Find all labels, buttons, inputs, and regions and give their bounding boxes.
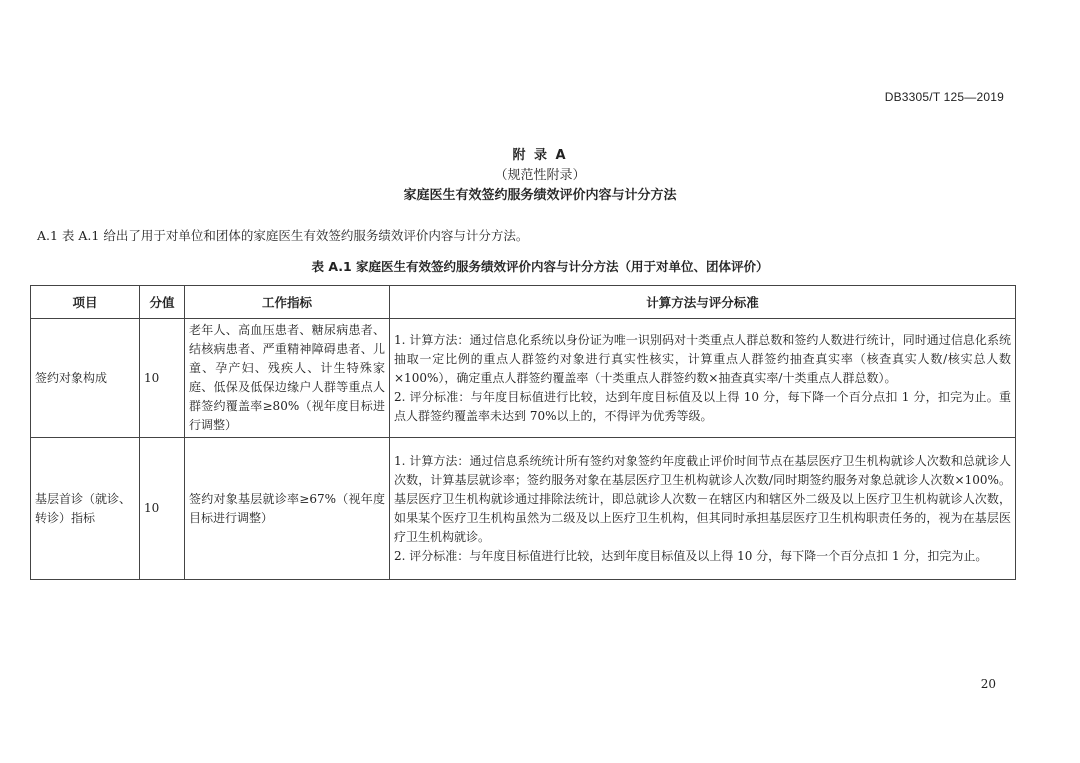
standard-code: DB3305/T 125—2019 [884,90,1004,104]
row-score: 10 [140,438,185,580]
appendix-heading [0,146,1080,206]
header-score: 分值 [140,286,185,319]
method-calculation: 1. 计算方法：通过信息系统统计所有签约对象签约年度截止评价时间节点在基层医疗卫生机构就诊人次数和总就诊人次数，计算基层就诊率；签约服务对象在基层医疗卫生机构就诊人次数/同时期签约服务对象总就诊人次数×100%。基层医疗卫生机构就诊通过排除法统计，即总就诊人次数－在辖区内和辖区外二级及以上医疗卫生机构就诊人次数，如果某个医疗卫生机构虽然为二级及以上医疗卫生机构，但其同时承担基层医疗卫生机构职责任务的，视为在基层医疗卫生机构就诊。 [394,453,1011,544]
header-method: 计算方法与评分标准 [390,286,1016,319]
row-item: 基层首诊（就诊、转诊）指标 [31,438,140,580]
row-method [390,438,1016,580]
header-indicator: 工作指标 [185,286,390,319]
table-caption: 表 A.1 家庭医生有效签约服务绩效评价内容与计分方法（用于对单位、团体评价） [311,259,769,274]
appendix-subtitle: （规范性附录） [494,168,586,183]
table-header-row [31,286,1016,319]
table-row [31,319,1016,438]
table-row [31,438,1016,580]
row-indicator: 签约对象基层就诊率≥67%（视年度目标进行调整） [185,438,390,580]
header-item: 项目 [31,286,140,319]
intro-paragraph: A.1 表 A.1 给出了用于对单位和团体的家庭医生有效签约服务绩效评价内容与计分方法。 [37,228,529,243]
page-number: 20 [980,677,996,691]
appendix-heading-text: 家庭医生有效签约服务绩效评价内容与计分方法 [403,188,677,203]
row-method [390,319,1016,438]
appendix-title: 附 录 A [512,148,568,163]
method-scoring: 2. 评分标准：与年度目标值进行比较，达到年度目标值及以上得 10 分，每下降一个百分点扣 1 分，扣完为止。 [394,548,988,563]
method-scoring: 2. 评分标准：与年度目标值进行比较，达到年度目标值及以上得 10 分，每下降一个百分点扣 1 分，扣完为止。重点人群签约覆盖率未达到 70%以上的，不得评为优秀等级。 [394,389,1011,423]
row-indicator: 老年人、高血压患者、糖尿病患者、结核病患者、严重精神障碍患者、儿童、孕产妇、残疾人、计生特殊家庭、低保及低保边缘户人群等重点人群签约覆盖率≥80%（视年度目标进行调整） [185,319,390,438]
method-calculation: 1. 计算方法：通过信息化系统以身份证为唯一识别码对十类重点人群总数和签约人数进行统计，同时通过信息化系统抽取一定比例的重点人群签约对象进行真实性核实，计算重点人群签约抽查真实率（核查真实人数/核实总人数×100%），确定重点人群签约覆盖率（十类重点人群签约数×抽查真实率/十类重点人群总数）。 [394,332,1011,385]
row-score: 10 [140,319,185,438]
evaluation-table [30,285,1016,580]
row-item: 签约对象构成 [31,319,140,438]
